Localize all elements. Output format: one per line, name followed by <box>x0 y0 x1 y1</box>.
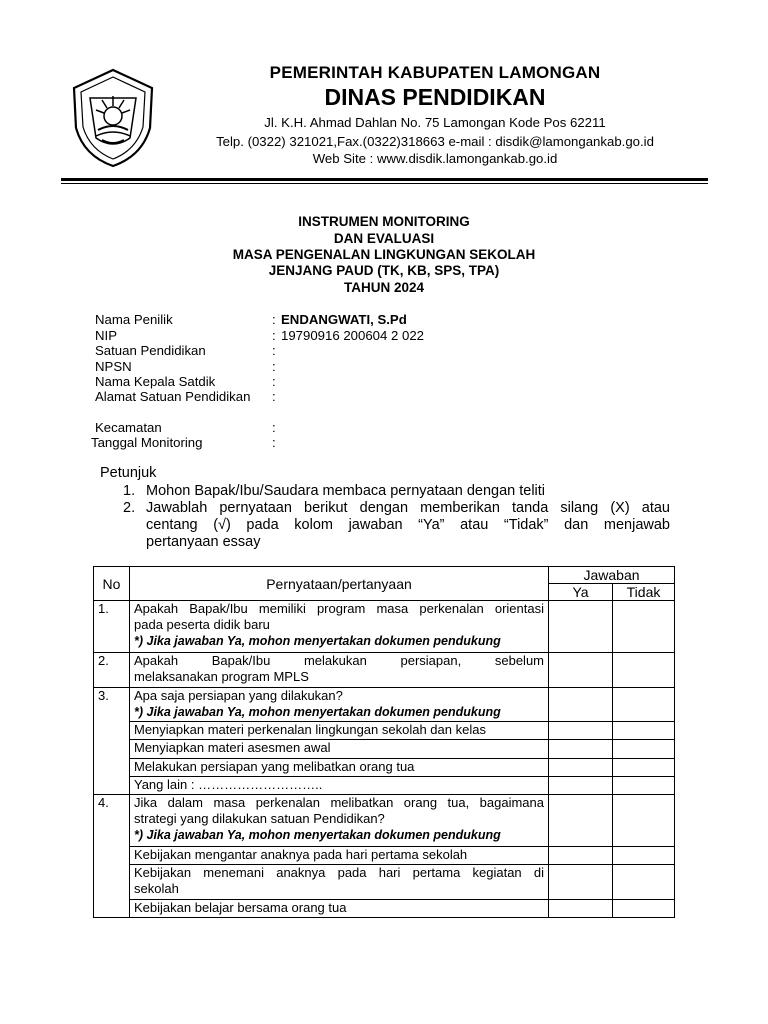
table-row <box>94 722 675 740</box>
option-cell <box>130 865 549 900</box>
question-text: strategi yang dilakukan satuan Pendidikan? <box>134 811 385 826</box>
identity-label: Nama Penilik <box>95 312 173 327</box>
table-row <box>94 653 675 688</box>
question-cell <box>130 688 549 722</box>
column-header-statement: Pernyataan/pertanyaan <box>130 567 549 601</box>
option-text: Kebijakan belajar bersama orang tua <box>130 900 549 918</box>
identity-colon: : <box>272 312 276 327</box>
option-text: Melakukan persiapan yang melibatkan orang tua <box>130 759 549 777</box>
table-row <box>94 688 675 722</box>
identity-colon: : <box>272 328 276 343</box>
agency-address: Jl. K.H. Ahmad Dahlan No. 75 Lamongan Kode Pos 62211 <box>264 115 606 130</box>
identity-value: 19790916 200604 2 022 <box>281 328 425 343</box>
identity-row-tanggal <box>0 435 768 451</box>
document-title-line2: DAN EVALUASI <box>333 231 435 246</box>
identity-colon: : <box>272 343 276 358</box>
table-row <box>94 740 675 759</box>
instruction-item-1: Mohon Bapak/Ibu/Saudara membaca pernyataan dengan teliti <box>146 483 546 499</box>
question-text: Jika dalam masa perkenalan melibatkan orang tua, bagaimana <box>134 795 544 810</box>
row-number: 1. <box>94 601 130 653</box>
answer-yes-cell[interactable] <box>549 900 613 918</box>
answer-no-cell[interactable] <box>613 847 675 865</box>
column-header-no: No <box>94 567 130 601</box>
answer-no-cell[interactable] <box>613 795 675 847</box>
answer-yes-cell[interactable] <box>549 688 613 722</box>
identity-label: Nama Kepala Satdik <box>95 374 216 389</box>
agency-name: DINAS PENDIDIKAN <box>324 84 546 110</box>
question-cell <box>130 795 549 847</box>
question-text: Apakah Bapak/Ibu memiliki program masa perkenalan orientasi <box>134 601 544 616</box>
identity-label: NPSN <box>95 359 132 374</box>
answer-yes-cell[interactable] <box>549 847 613 865</box>
instructions-heading: Petunjuk <box>100 465 157 481</box>
answer-yes-cell[interactable] <box>549 722 613 740</box>
question-cell <box>130 601 549 653</box>
question-text: pada peserta didik baru <box>134 617 270 632</box>
identity-colon: : <box>272 420 276 435</box>
answer-yes-cell[interactable] <box>549 601 613 653</box>
identity-colon: : <box>272 435 276 450</box>
table-row <box>94 847 675 865</box>
identity-label: Alamat Satuan Pendidikan <box>95 389 251 404</box>
column-header-yes: Ya <box>549 584 613 601</box>
question-text: Apakah Bapak/Ibu melakukan persiapan, sebelum <box>134 653 544 668</box>
identity-row-npsn <box>0 359 768 375</box>
answer-yes-cell[interactable] <box>549 795 613 847</box>
question-text: melaksanakan program MPLS <box>134 669 309 684</box>
table-row <box>94 865 675 900</box>
instruction-item-2-line3: pertanyaan essay <box>146 534 261 550</box>
identity-row-kecamatan <box>0 420 768 436</box>
option-text: Menyiapkan materi asesmen awal <box>130 740 549 759</box>
answer-no-cell[interactable] <box>613 740 675 759</box>
table-row <box>94 601 675 653</box>
letterhead-divider-thick <box>61 178 708 181</box>
identity-label: Satuan Pendidikan <box>95 343 206 358</box>
answer-yes-cell[interactable] <box>549 653 613 688</box>
identity-row-nama-penilik <box>0 312 768 328</box>
option-text: Kebijakan mengantar anaknya pada hari pertama sekolah <box>130 847 549 865</box>
instruction-item-2-line1: Jawablah pernyataan berikut dengan memberikan tanda silang (X) atau <box>146 500 670 516</box>
answer-no-cell[interactable] <box>613 601 675 653</box>
supporting-document-note: *) Jika jawaban Ya, mohon menyertakan dokumen pendukung <box>134 828 501 842</box>
answer-yes-cell[interactable] <box>549 865 613 900</box>
agency-contact: Telp. (0322) 321021,Fax.(0322)318663 e-mail : disdik@lamongankab.go.id <box>216 134 654 149</box>
identity-row-satuan-pendidikan <box>0 343 768 359</box>
column-header-answer: Jawaban <box>549 567 675 584</box>
identity-label: Kecamatan <box>95 420 162 435</box>
lamongan-regency-crest-icon <box>72 68 154 168</box>
document-title-line1: INSTRUMEN MONITORING <box>298 214 470 229</box>
answer-yes-cell[interactable] <box>549 759 613 777</box>
identity-row-alamat <box>0 389 768 405</box>
identity-colon: : <box>272 374 276 389</box>
answer-no-cell[interactable] <box>613 653 675 688</box>
option-text: Yang lain : ……………………….. <box>130 777 549 795</box>
instruction-number: 2. <box>123 500 136 516</box>
identity-row-kepala-satdik <box>0 374 768 390</box>
identity-label: NIP <box>95 328 117 343</box>
answer-no-cell[interactable] <box>613 777 675 795</box>
table-row <box>94 900 675 918</box>
row-number: 4. <box>94 795 130 918</box>
document-title-line5: TAHUN 2024 <box>343 280 425 295</box>
table-row <box>94 777 675 795</box>
identity-colon: : <box>272 359 276 374</box>
option-text: Menyiapkan materi perkenalan lingkungan sekolah dan kelas <box>130 722 549 740</box>
row-number: 2. <box>94 653 130 688</box>
answer-yes-cell[interactable] <box>549 777 613 795</box>
question-text: Apa saja persiapan yang dilakukan? <box>134 688 343 703</box>
row-number: 3. <box>94 688 130 795</box>
answer-yes-cell[interactable] <box>549 740 613 759</box>
answer-no-cell[interactable] <box>613 759 675 777</box>
identity-colon: : <box>272 389 276 404</box>
government-name: PEMERINTAH KABUPATEN LAMONGAN <box>269 63 601 82</box>
option-text: sekolah <box>134 881 179 896</box>
instruction-item-2-line2: centang (√) pada kolom jawaban “Ya” atau “Tidak” dan menjawab <box>146 517 670 533</box>
table-row <box>94 795 675 847</box>
question-cell <box>130 653 549 688</box>
identity-value: ENDANGWATI, S.Pd <box>281 312 407 327</box>
monitoring-table <box>93 566 675 918</box>
answer-no-cell[interactable] <box>613 722 675 740</box>
identity-row-nip <box>0 328 768 344</box>
answer-no-cell[interactable] <box>613 865 675 900</box>
identity-label: Tanggal Monitoring <box>91 435 203 450</box>
supporting-document-note: *) Jika jawaban Ya, mohon menyertakan dokumen pendukung <box>134 705 501 719</box>
option-text: Kebijakan menemani anaknya pada hari pertama kegiatan di <box>134 865 544 880</box>
instruction-number: 1. <box>123 483 136 499</box>
letterhead-divider-thin <box>61 183 708 184</box>
column-header-no-answer: Tidak <box>613 584 675 601</box>
table-row <box>94 759 675 777</box>
answer-no-cell[interactable] <box>613 900 675 918</box>
answer-no-cell[interactable] <box>613 688 675 722</box>
supporting-document-note: *) Jika jawaban Ya, mohon menyertakan dokumen pendukung <box>134 634 501 648</box>
document-title-line3: MASA PENGENALAN LINGKUNGAN SEKOLAH <box>232 247 536 262</box>
document-title-line4: JENJANG PAUD (TK, KB, SPS, TPA) <box>268 263 500 278</box>
agency-website: Web Site : www.disdik.lamongankab.go.id <box>312 151 558 166</box>
